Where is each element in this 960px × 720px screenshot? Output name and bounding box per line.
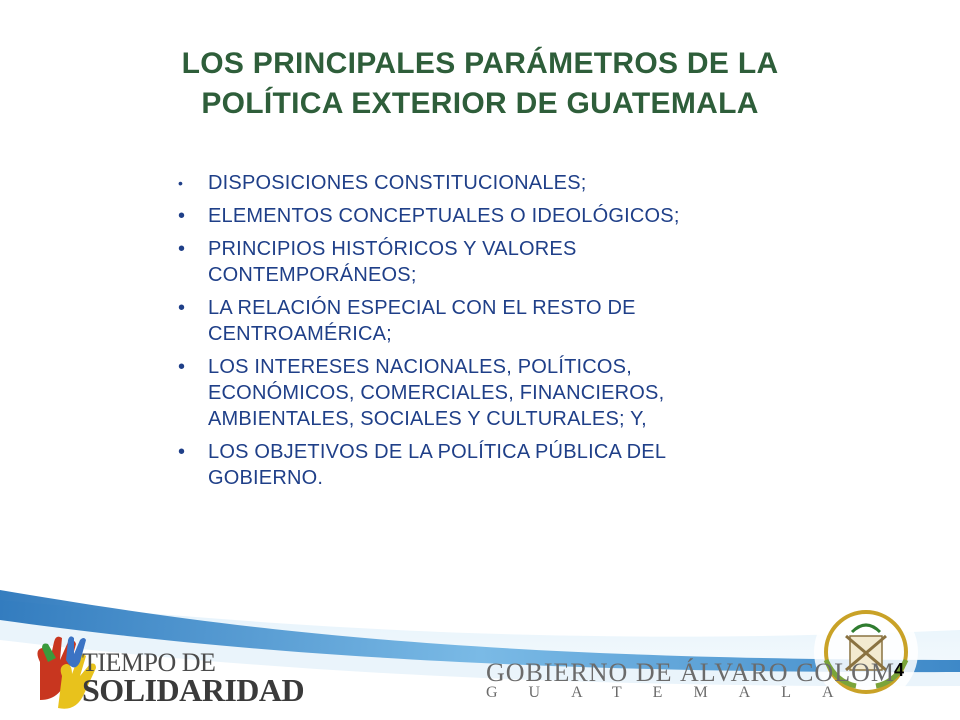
bullet-text: ECONÓMICOS, COMERCIALES, FINANCIEROS, (208, 382, 665, 404)
bullet-icon: • (178, 356, 186, 378)
bullet-text: AMBIENTALES, SOCIALES Y CULTURALES; Y, (208, 408, 647, 430)
bullet-text: LOS INTERESES NACIONALES, POLÍTICOS, (208, 356, 632, 378)
bullet-item (176, 354, 796, 432)
bullet-item (176, 439, 796, 491)
guatemala-logo-text: GUATEMALA (486, 684, 865, 701)
bullet-text: PRINCIPIOS HISTÓRICOS Y VALORES (208, 238, 577, 260)
bullet-text: LOS OBJETIVOS DE LA POLÍTICA PÚBLICA DEL (208, 441, 667, 463)
bullet-icon: • (178, 205, 186, 227)
bullet-item (176, 236, 796, 288)
bullet-text: CENTROAMÉRICA; (208, 323, 392, 345)
bullet-text: LA RELACIÓN ESPECIAL CON EL RESTO DE (208, 297, 636, 319)
title-line-1: LOS PRINCIPALES PARÁMETROS DE LA (181, 47, 779, 80)
bullet-text: GOBIERNO. (208, 467, 324, 489)
bullet-icon: • (178, 441, 186, 463)
bullet-item (176, 295, 796, 347)
bullet-icon: • (178, 238, 186, 260)
bullet-icon: • (178, 175, 184, 191)
bullet-list (176, 170, 796, 498)
bullet-item (176, 170, 796, 196)
slide-title (80, 44, 880, 124)
bullet-icon: • (178, 297, 186, 319)
bullet-text: CONTEMPORÁNEOS; (208, 264, 417, 286)
bullet-text: ELEMENTOS CONCEPTUALES O IDEOLÓGICOS; (208, 205, 680, 227)
bullet-item (176, 203, 796, 229)
gobierno-logo-text: GOBIERNO DE ÁLVARO COLOM (486, 658, 895, 687)
bullet-text: DISPOSICIONES CONSTITUCIONALES; (208, 172, 587, 194)
page-number: 4 (894, 660, 905, 680)
tiempo-logo-text: TIEMPO DE (82, 648, 216, 677)
title-line-2: POLÍTICA EXTERIOR DE GUATEMALA (201, 87, 759, 120)
solidaridad-logo-text: SOLIDARIDAD (82, 672, 305, 708)
